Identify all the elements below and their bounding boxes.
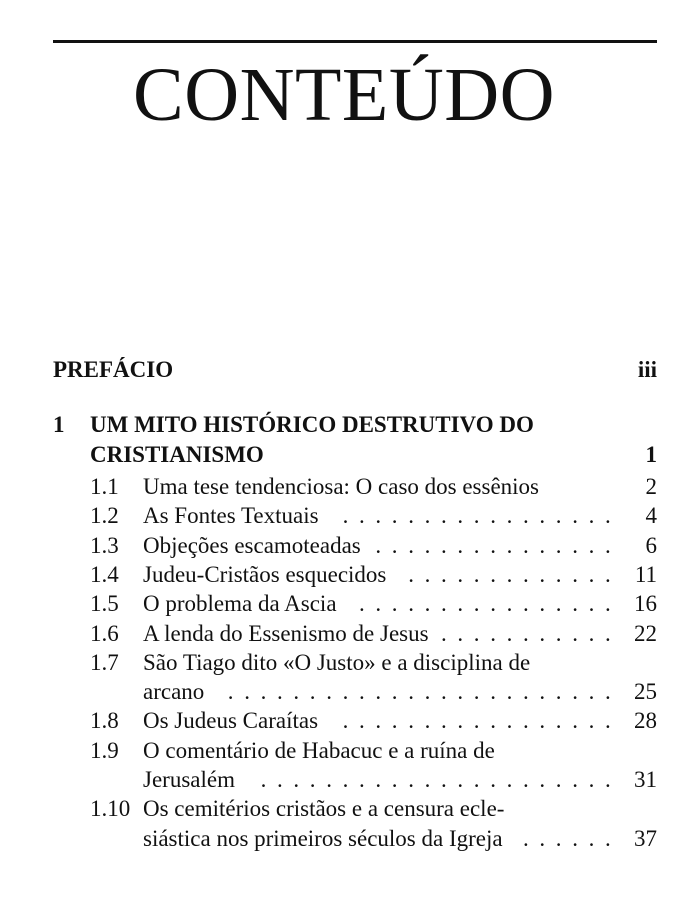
entry-number: 1.6 bbox=[90, 620, 119, 646]
entry-page: 31 bbox=[634, 767, 657, 792]
entry-number: 1.3 bbox=[90, 532, 119, 558]
preface-page: iii bbox=[637, 357, 657, 382]
entry-title: O comentário de Habacuc e a ruína de bbox=[143, 737, 495, 763]
entry-number: 1.2 bbox=[90, 503, 119, 529]
entry-page: 4 bbox=[645, 503, 657, 529]
entry-page: 2 bbox=[645, 474, 657, 499]
top-rule bbox=[53, 40, 657, 43]
toc-entry[interactable] bbox=[53, 472, 657, 501]
toc-entry[interactable]: 1.3 Objeções escamoteadas 6 . . . . . . . . . . . . . . . bbox=[90, 532, 657, 558]
entry-title: Os Judeus Caraítas bbox=[143, 708, 319, 734]
entry-number: 1.8 bbox=[90, 708, 119, 734]
entry-title: Uma tese tendenciosa: O caso dos essênios bbox=[143, 474, 540, 499]
entry-number: 1.7 bbox=[90, 649, 119, 675]
entry-number: 1.10 bbox=[90, 796, 131, 822]
entry-title: Os cemitérios cristãos e a censura ecle- bbox=[143, 796, 505, 822]
chapter-page: 1 bbox=[645, 442, 657, 467]
entry-page: 11 bbox=[634, 561, 657, 587]
toc-entry[interactable]: 1.2 As Fontes Textuais 4 . . . . . . . . . . . . . . . . . bbox=[90, 503, 657, 529]
preface-label: PREFÁCIO bbox=[53, 357, 174, 382]
chapter-title-line: UM MITO HISTÓRICO DESTRUTIVO DO bbox=[90, 412, 534, 437]
entry-title: A lenda do Essenismo de Jesus bbox=[143, 620, 429, 646]
entry-title: Jerusalém bbox=[143, 767, 235, 792]
toc-preface[interactable] bbox=[53, 355, 657, 384]
toc-entry[interactable]: Jerusalém 31 . . . . . . . . . . . . . . . . . . . . . . bbox=[143, 767, 657, 792]
toc-entry[interactable]: arcano 25 . . . . . . . . . . . . . . . . . . . . . . . . bbox=[143, 679, 657, 705]
entry-title: As Fontes Textuais bbox=[143, 503, 319, 529]
toc-entry[interactable]: 1.8 Os Judeus Caraítas 28 . . . . . . . . . . . . . . . . . bbox=[90, 708, 657, 734]
toc-entry[interactable]: 1.6 A lenda do Essenismo de Jesus 22 . . . . . . . . . . . bbox=[90, 620, 657, 646]
toc-entry[interactable] bbox=[53, 648, 657, 677]
page-title: CONTEÚDO bbox=[133, 53, 555, 137]
toc-entry[interactable]: siástica nos primeiros séculos da Igreja 37 . . . . . . bbox=[143, 825, 657, 851]
toc-chapter-1-cont[interactable] bbox=[53, 440, 657, 469]
entry-title: São Tiago dito «O Justo» e a disciplina de bbox=[143, 649, 531, 675]
toc-entry[interactable] bbox=[53, 736, 657, 765]
entry-number: 1.9 bbox=[90, 737, 119, 763]
entry-number: 1.4 bbox=[90, 561, 119, 587]
entry-title: arcano bbox=[143, 679, 205, 705]
chapter-title-line: CRISTIANISMO bbox=[90, 442, 264, 467]
entry-page: 28 bbox=[634, 708, 657, 734]
chapter-number: 1 bbox=[53, 412, 65, 437]
toc-chapter-1[interactable] bbox=[53, 410, 657, 439]
entry-page: 25 bbox=[634, 679, 657, 705]
entry-number: 1.5 bbox=[90, 591, 119, 617]
toc-entry[interactable] bbox=[53, 794, 657, 823]
entry-page: 16 bbox=[634, 591, 657, 617]
entry-page: 37 bbox=[634, 825, 657, 851]
entry-page: 22 bbox=[634, 620, 657, 646]
entry-page: 6 bbox=[645, 532, 657, 558]
entry-title: Objeções escamoteadas bbox=[143, 532, 361, 558]
entry-title: O problema da Ascia bbox=[143, 591, 337, 617]
toc-entry[interactable]: 1.4 Judeu-Cristãos esquecidos 11 . . . . . . . . . . . . . bbox=[90, 561, 657, 587]
entry-title: siástica nos primeiros séculos da Igreja bbox=[143, 825, 503, 851]
entry-title: Judeu-Cristãos esquecidos bbox=[143, 561, 387, 587]
toc-entry[interactable]: 1.5 O problema da Ascia 16 . . . . . . . . . . . . . . . . bbox=[90, 591, 657, 617]
entry-number: 1.1 bbox=[90, 474, 119, 499]
